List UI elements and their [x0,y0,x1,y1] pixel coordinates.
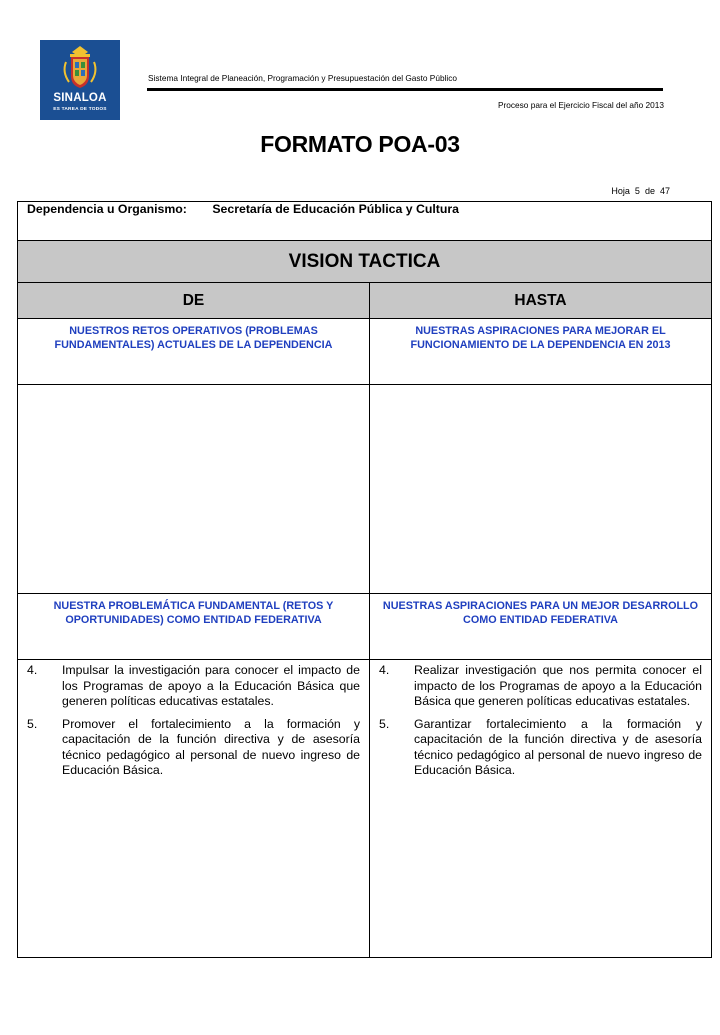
list-item [27,717,360,779]
logo-tagline: ES TAREA DE TODOS [53,107,107,112]
page-current: 5 [634,186,640,196]
federal-problems-list [27,663,360,779]
item-text: Realizar investigación que nos permita conocer el impacto de los Programas de apoyo a la Educación Básica que generen políticas educativas estatales. [414,663,702,708]
item-text: Promover el fortalecimiento a la formación y capacitación de la función directiva y de asesoría técnico pedagógico al personal de nuevo ingreso de Educación Básica. [62,716,360,777]
item-number: 5. [27,716,38,731]
page-of: de [644,186,655,196]
column-to: HASTA [370,283,712,319]
federal-problems-header: NUESTRA PROBLEMÁTICA FUNDAMENTAL (RETOS Y OPORTUNIDADES) COMO ENTIDAD FEDERATIVA [18,594,370,660]
page-number [611,186,670,196]
list-item [379,663,702,710]
item-number: 4. [27,663,38,677]
page-total: 47 [659,186,670,196]
dependency-label: Dependencia u Organismo: [27,202,187,216]
process-label: Proceso para el Ejercicio Fiscal del año 2013 [497,100,664,110]
federal-aspirations-cell [370,660,712,958]
logo-name: SINALOA [53,92,107,104]
operational-challenges-cell [18,385,370,594]
document-title: FORMATO POA-03 [260,131,460,157]
federal-problems-cell [18,660,370,958]
page-label: Hoja [611,186,630,196]
operational-content-row [18,385,712,594]
operational-aspirations-cell [370,385,712,594]
federal-aspirations-list [379,663,702,779]
federal-content-row [18,660,712,958]
header-divider [147,88,663,91]
list-item [379,717,702,779]
item-text: Garantizar fortalecimiento a la formación y capacitación de la función directiva y de asesoría técnico pedagógico al personal de nuevo ingreso de Educación Básica. [414,716,702,777]
sinaloa-logo [40,40,120,120]
column-from: DE [18,283,370,319]
list-item [27,663,360,710]
section-title-row [18,241,712,283]
dependency-row [18,202,712,241]
column-header-row [18,283,712,319]
item-text: Impulsar la investigación para conocer el impacto de los Programas de apoyo a la Educación Básica que generen políticas educativas estatales. [62,663,360,708]
federal-aspirations-header: NUESTRAS ASPIRACIONES PARA UN MEJOR DESARROLLO COMO ENTIDAD FEDERATIVA [370,594,712,660]
item-number: 5. [379,716,390,731]
operational-challenges-header: NUESTROS RETOS OPERATIVOS (PROBLEMAS FUNDAMENTALES) ACTUALES DE LA DEPENDENCIA [18,319,370,385]
system-title: Sistema Integral de Planeación, Programación y Presupuestación del Gasto Público [148,73,458,83]
vision-table [17,201,712,958]
dependency-cell [18,202,712,241]
operational-header-row [18,319,712,385]
federal-header-row [18,594,712,660]
operational-aspirations-header: NUESTRAS ASPIRACIONES PARA MEJORAR EL FUNCIONAMIENTO DE LA DEPENDENCIA EN 2013 [370,319,712,385]
item-number: 4. [379,663,390,677]
dependency-value: Secretaría de Educación Pública y Cultura [212,202,460,216]
section-title: VISION TACTICA [18,241,712,283]
